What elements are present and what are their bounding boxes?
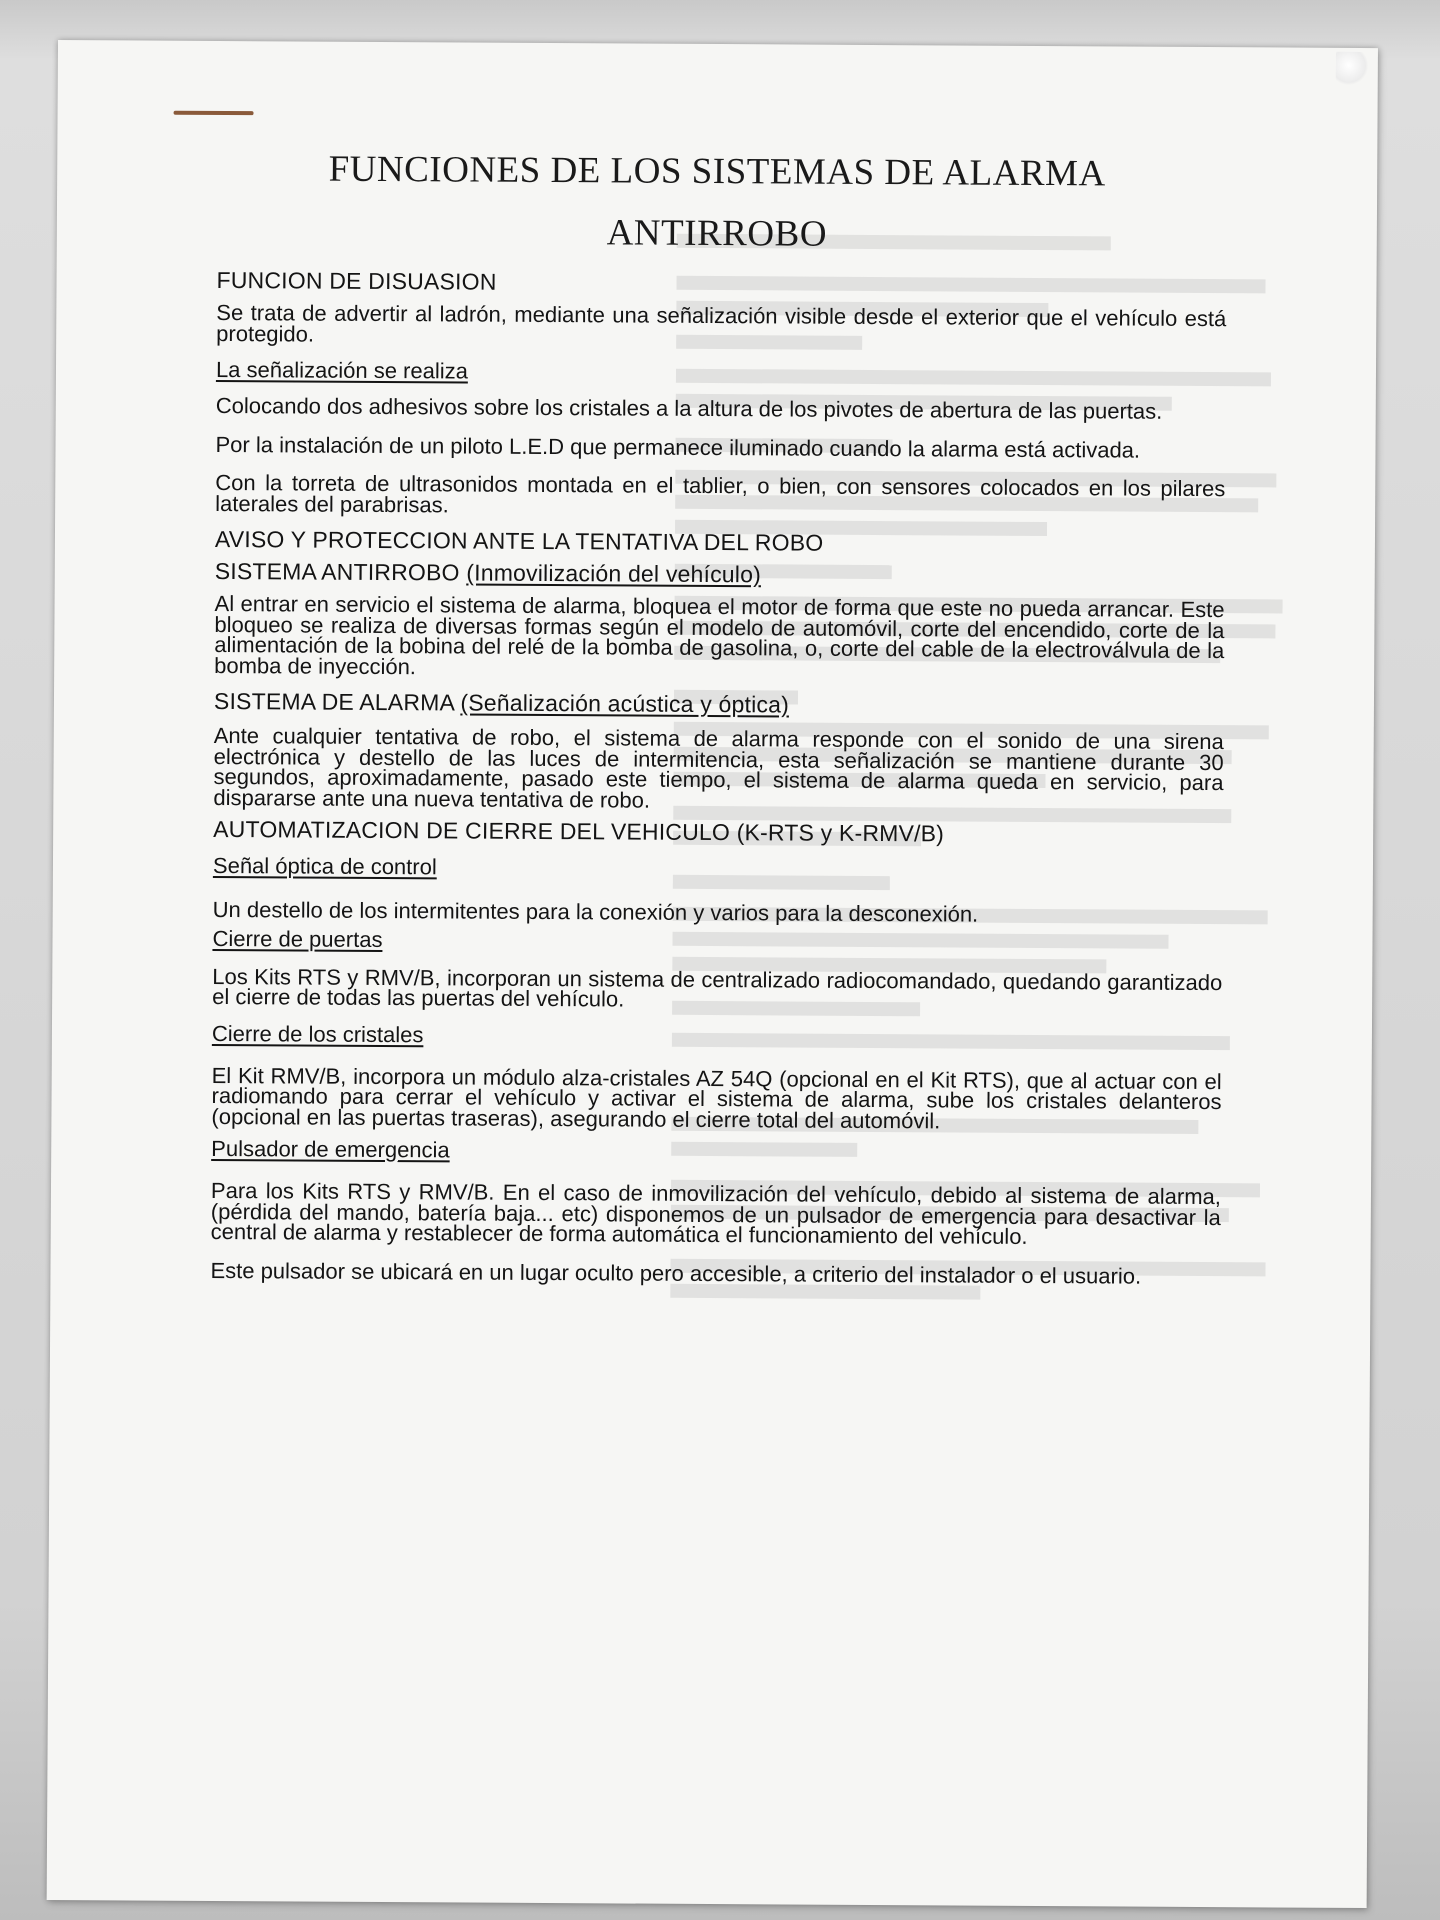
paragraph-senal-optica: Un destello de los intermitentes para la conexión y varios para la desconexión. xyxy=(212,896,979,927)
paragraph-piloto-led: Por la instalación de un piloto L.E.D que permanece iluminado cuando la alarma está activada. xyxy=(215,431,1141,463)
paragraph-alarma: Ante cualquier tentativa de robo, el sistema de alarma responde con el sonido de una sirena electrónica y destello de las luces de intermitencia, esta señalización se mantiene durante 30 segundos, aproximadamente, pasado este tiempo, el sistema de alarma queda en servicio, para dispararse ante una nueva tentativa de robo. xyxy=(213,722,1224,813)
subheading-cierre-cristales: Cierre de los cristales xyxy=(211,1020,424,1047)
heading-automatizacion: AUTOMATIZACION DE CIERRE DEL VEHICULO (K-RTS y K-RMV/B) xyxy=(213,815,945,847)
subheading-senalizacion: La señalización se realiza xyxy=(215,356,468,384)
document-page xyxy=(47,40,1378,1908)
sub-inmovilizacion: (Inmovilización del vehículo) xyxy=(466,559,762,588)
document-body xyxy=(210,267,1226,1287)
paragraph-disuasion-intro: Se trata de advertir al ladrón, mediante una señalización visible desde el exterior que el vehículo está protegido. xyxy=(216,299,1227,347)
paragraph-pulsador-ubicacion: Este pulsador se ubicará en un lugar oculto pero accesible, a criterio del instalador o el usuario. xyxy=(210,1257,1142,1289)
paragraph-cierre-puertas: Los Kits RTS y RMV/B, incorporan un sistema de centralizado radiocomandado, quedando garantizado el cierre de todas las puertas del vehículo. xyxy=(212,963,1223,1012)
paragraph-cierre-cristales: El Kit RMV/B, incorpora un módulo alza-cristales AZ 54Q (opcional en el Kit RTS), que al actuar con el radiomando para cerrar el vehículo y activar el sistema de alarma, sube los cristales delanteros (opcional en las puertas traseras), asegurando el cierre total del automóvil. xyxy=(211,1062,1222,1133)
paragraph-pulsador: Para los Kits RTS y RMV/B. En el caso de inmovilización del vehículo, debido al sistema de alarma,(pérdida del mando, batería baja... etc) disponemos de un pulsador de emergencia para desactivar la central de alarma y restablecer de forma automática el funcionamiento del vehículo. xyxy=(210,1177,1222,1249)
label-sistema-alarma: SISTEMA DE ALARMA xyxy=(213,687,454,716)
paragraph-torreta: Con la torreta de ultrasonidos montada en el tablier, o bien, con sensores colocados en los pilares laterales del parabrisas. xyxy=(215,469,1226,517)
label-sistema-antirrobo: SISTEMA ANTIRROBO xyxy=(214,557,460,586)
document-title-line2: ANTIRROBO xyxy=(606,212,828,255)
subheading-senal-optica: Señal óptica de control xyxy=(212,852,437,880)
heading-sistema-antirrobo xyxy=(215,558,1225,590)
heading-aviso: AVISO Y PROTECCION ANTE LA TENTATIVA DEL ROBO xyxy=(214,525,824,556)
document-title-line1: FUNCIONES DE LOS SISTEMAS DE ALARMA xyxy=(328,148,1106,195)
subheading-pulsador: Pulsador de emergencia xyxy=(211,1135,450,1163)
paragraph-adhesivos: Colocando dos adhesivos sobre los cristales a la altura de los pivotes de abertura de las puertas. xyxy=(215,392,1163,424)
folded-corner xyxy=(1336,52,1368,86)
heading-disuasion: FUNCION DE DISUASION xyxy=(216,266,497,295)
sub-senalizacion-acustica: (Señalización acústica y óptica) xyxy=(460,689,790,718)
subheading-cierre-puertas: Cierre de puertas xyxy=(212,925,383,952)
heading-sistema-alarma xyxy=(214,688,1224,720)
staple-mark xyxy=(174,111,254,115)
paragraph-antirrobo: Al entrar en servicio el sistema de alarma, bloquea el motor de forma que este no pueda arrancar. Este bloqueo se realiza de diversas formas según el modelo de automóvil, corte del encendido, corte de la alimentación de la bobina del relé de la bomba de gasolina, o, corte del cable de la electroválvula de la bomba de inyección. xyxy=(214,590,1225,679)
